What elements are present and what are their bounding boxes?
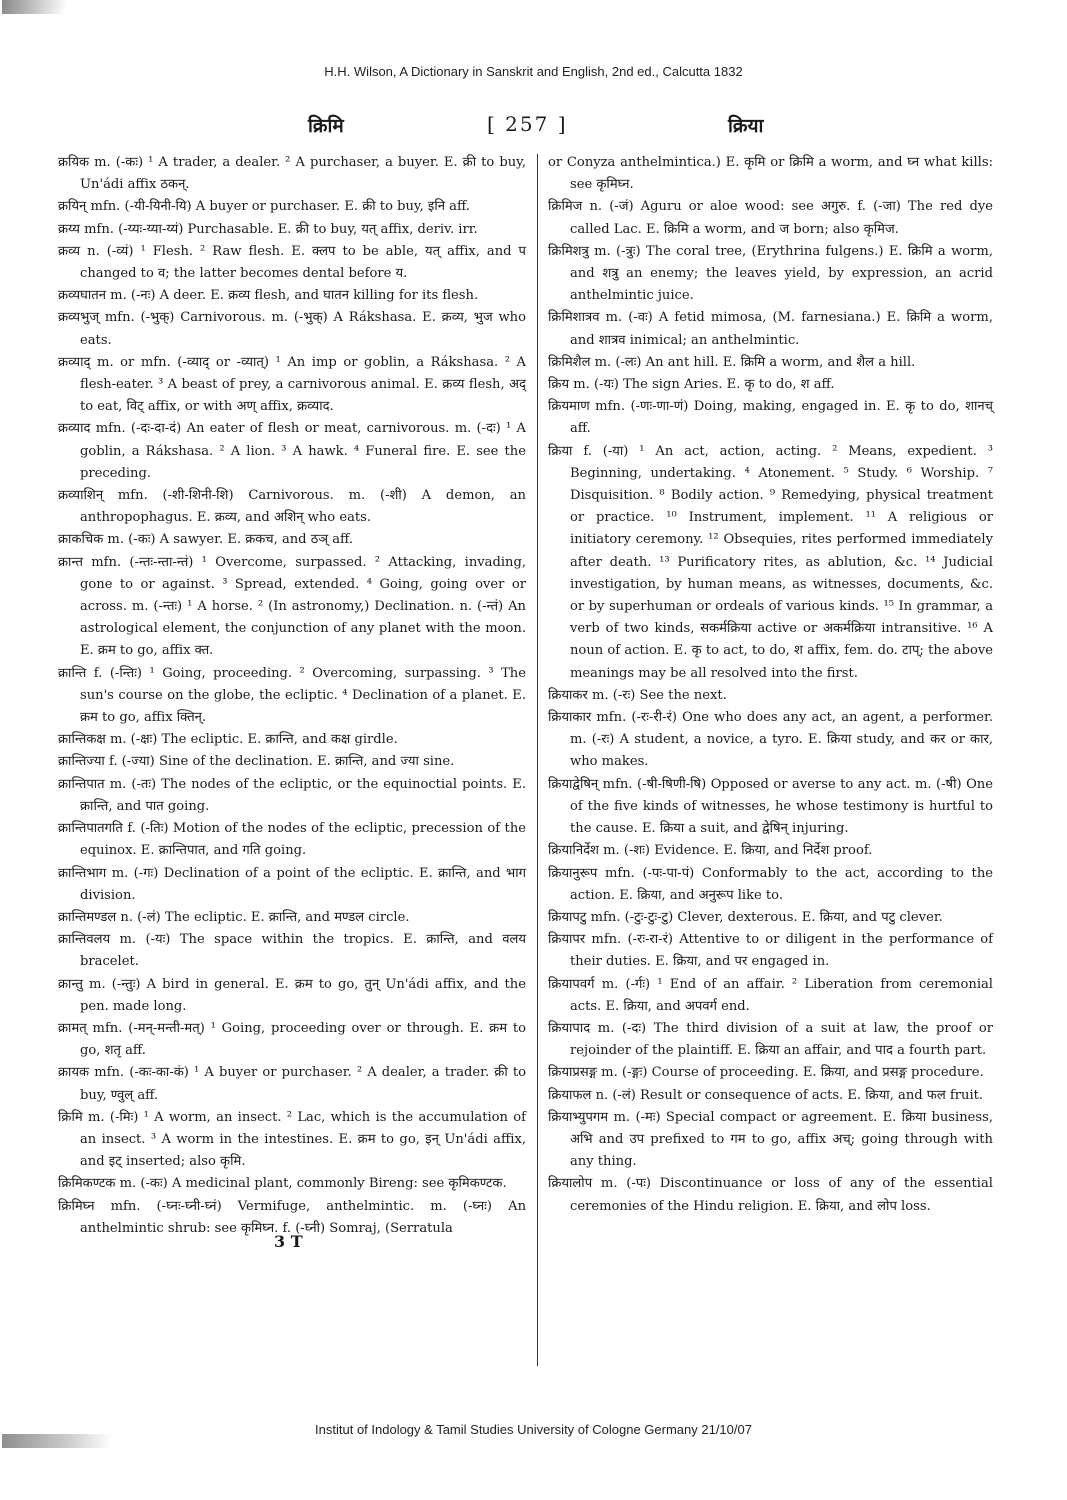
dictionary-entry: क्रियापवर्ग m. (-र्गः) ¹ End of an affair. ² Liberation from ceremonial acts. E. क्रिया, and अपवर्ग end. xyxy=(548,976,993,1014)
dictionary-entry: क्रान्ति f. (-न्तिः) ¹ Going, proceeding. ² Overcoming, surpassing. ³ The sun's course on the globe, the ecliptic. ⁴ Declination of a planet. E. क्रम to go, affix क्तिन्. xyxy=(58,665,526,726)
dictionary-entry: क्राकचिक m. (-कः) A sawyer. E. क्रकच, and ठञ् aff. xyxy=(58,532,354,548)
dictionary-entry: क्रामत् mfn. (-मन्-मन्ती-मत्) ¹ Going, proceeding over or through. E. क्रम to go, शतृ aff. xyxy=(58,1020,526,1059)
dictionary-entry: क्रियाकर m. (-रः) See the next. xyxy=(548,687,727,703)
dictionary-entry: क्रव्य n. (-व्यं) ¹ Flesh. ² Raw flesh. E. क्लप to be able, यत् affix, and प changed to व; the latter becomes dental before य. xyxy=(58,243,526,282)
right-column xyxy=(548,152,993,1218)
dictionary-entry: क्रान्तु m. (-न्तुः) A bird in general. E. क्रम to go, तुन् Un'ádi affix, and the pen. made long. xyxy=(58,976,526,1014)
dictionary-entry: क्रव्यभुज् mfn. (-भुक्) Carnivorous. m. (-भुक्) A Rákshasa. E. क्रव्य, भुज who eats. xyxy=(58,310,526,348)
dictionary-entry: क्रियाकार mfn. (-रः-री-रं) One who does any act, an agent, a performer. m. (-रः) A student, a novice, a tyro. E. क्रिया study, and कर or कार, who makes. xyxy=(548,710,993,770)
dictionary-entry: क्रियाफल n. (-लं) Result or consequence of acts. E. क्रिया, and फल fruit. xyxy=(548,1087,984,1103)
left-column xyxy=(58,152,526,1240)
right-running-head: क्रिया xyxy=(728,115,764,137)
dictionary-entry: क्रयिन् mfn. (-यी-यिनी-यि) A buyer or purchaser. E. क्री to buy, इनि aff. xyxy=(58,199,470,215)
dictionary-entry: क्रयिक m. (-कः) ¹ A trader, a dealer. ² A purchaser, a buyer. E. क्री to buy, Un'ádi affix ठकन्. xyxy=(58,155,526,193)
dictionary-entry: क्रिमिघ्न mfn. (-घ्नः-घ्नी-घ्नं) Vermifuge, anthelmintic. m. (-घ्नः) An anthelmintic shrub: see कृमिघ्न. f. (-घ्नी) Somraj, (Serratula xyxy=(58,1198,526,1236)
column-divider xyxy=(537,154,538,1366)
dictionary-entry: क्रियाभ्युपगम m. (-मः) Special compact or agreement. E. क्रिया business, अभि and उप prefixed to गम to go, affix अच्; going through with any thing. xyxy=(548,1109,993,1170)
dictionary-entry: क्रियालोप m. (-पः) Discontinuance or loss of any of the essential ceremonies of the Hindu religion. E. क्रिया, and लोप loss. xyxy=(548,1176,993,1214)
dictionary-entry: क्रिमिशैल m. (-लः) An ant hill. E. क्रिमि a worm, and शैल a hill. xyxy=(548,354,916,370)
dictionary-entry: क्रिमिकण्टक m. (-कः) A medicinal plant, commonly Bireng: see कृमिकण्टक. xyxy=(58,1176,507,1192)
dictionary-entry: क्रान्तिमण्डल n. (-लं) The ecliptic. E. क्रान्ति, and मण्डल circle. xyxy=(58,909,410,925)
dictionary-entry: क्रियमाण mfn. (-णः-णा-णं) Doing, making, engaged in. E. कृ to do, शानच् aff. xyxy=(548,399,993,437)
dictionary-entry: क्रव्यघातन m. (-नः) A deer. E. क्रव्य flesh, and घातन killing for its flesh. xyxy=(58,288,479,304)
dictionary-entry: क्रिमिशत्रु m. (-त्रुः) The coral tree, (Erythrina fulgens.) E. क्रिमि a worm, and शत्रु an enemy; the leaves yield, by expression, an acrid anthelmintic juice. xyxy=(548,243,993,304)
scan-edge-mark xyxy=(2,1434,112,1448)
page-number: [ 257 ] xyxy=(487,112,568,136)
dictionary-entry: क्रान्तिज्या f. (-ज्या) Sine of the declination. E. क्रान्ति, and ज्या sine. xyxy=(58,754,455,770)
dictionary-entry: क्रान्तिपात m. (-तः) The nodes of the ecliptic, or the equinoctial points. E. क्रान्ति, and पात going. xyxy=(58,776,526,814)
dictionary-entry: क्रिया f. (-या) ¹ An act, action, acting. ² Means, expedient. ³ Beginning, undertaking. ⁴ Atonement. ⁵ Study. ⁶ Worship. ⁷ Disquisition. ⁸ Bodily action. ⁹ Remedying, physical treatment or practice. ¹⁰ Instrument, implement. ¹¹ A religious or initiatory ceremony. ¹² Obsequies, rites performed immediately after death. ¹³ Purificatory rites, as ablution, &c. ¹⁴ Judicial investigation, by human means, as witnesses, documents, &c. or by superhuman or ordeals of various kinds. ¹⁵ In grammar, a verb of two kinds, सकर्मक्रिया active or अकर्मक्रिया intransitive. ¹⁶ A noun of action. E. कृ to act, to do, श affix, fem. do. टाप्; the above meanings may be all resolved into the first. xyxy=(548,443,993,681)
dictionary-entry: क्रिमिज n. (-जं) Aguru or aloe wood: see अगुरु. f. (-जा) The red dye called Lac. E. क्रिमि a worm, and ज born; also कृमिज. xyxy=(548,199,993,237)
source-header: H.H. Wilson, A Dictionary in Sanskrit and English, 2nd ed., Calcutta 1832 xyxy=(324,64,743,79)
dictionary-entry: क्रान्तिवलय m. (-यः) The space within the tropics. E. क्रान्ति, and वलय bracelet. xyxy=(58,932,526,970)
dictionary-entry: or Conyza anthelmintica.) E. कृमि or क्रिमि a worm, and घ्न what kills: see कृमिघ्न. xyxy=(548,155,993,193)
dictionary-entry: क्रियापटु mfn. (-टुः-टुः-टु) Clever, dexterous. E. क्रिया, and पटु clever. xyxy=(548,909,943,925)
dictionary-entry: क्रायक mfn. (-कः-का-कं) ¹ A buyer or purchaser. ² A dealer, a trader. क्री to buy, ण्वुल् aff. xyxy=(58,1065,526,1103)
dictionary-entry: क्रियानुरूप mfn. (-पः-पा-पं) Conformably to the act, according to the action. E. क्रिया, and अनुरूप like to. xyxy=(548,865,993,903)
dictionary-entry: क्रिमिशात्रव m. (-वः) A fetid mimosa, (M. farnesiana.) E. क्रिमि a worm, and शात्रव inimical; an anthelmintic. xyxy=(548,310,993,348)
footer-credit: Institut of Indology & Tamil Studies University of Cologne Germany 21/10/07 xyxy=(315,1422,752,1437)
dictionary-entry: क्रिय m. (-यः) The sign Aries. E. कृ to do, श aff. xyxy=(548,377,835,393)
dictionary-entry: क्रान्त mfn. (-न्तः-न्ता-न्तं) ¹ Overcome, surpassed. ² Attacking, invading, gone to or against. ³ Spread, extended. ⁴ Going, going over or across. m. (-न्तः) ¹ A horse. ² (In astronomy,) Declination. n. (-न्तं) An astrological element, the conjunction of any planet with the moon. E. क्रम to go, affix क्त. xyxy=(58,554,526,659)
dictionary-entry: क्रियानिर्देश m. (-शः) Evidence. E. क्रिया, and निर्देश proof. xyxy=(548,843,873,859)
dictionary-entry: क्रान्तिकक्ष m. (-क्षः) The ecliptic. E. क्रान्ति, and कक्ष girdle. xyxy=(58,732,398,748)
dictionary-entry: क्रव्याद mfn. (-दः-दा-दं) An eater of flesh or meat, carnivorous. m. (-दः) ¹ A goblin, a Rákshasa. ² A lion. ³ A hawk. ⁴ Funeral fire. E. see the preceding. xyxy=(58,421,526,481)
dictionary-entry: क्रव्याशिन् mfn. (-शी-शिनी-शि) Carnivorous. m. (-शी) A demon, an anthropophagus. E. क्रव्य, and अशिन् who eats. xyxy=(58,488,526,526)
dictionary-entry: क्रान्तिभाग m. (-गः) Declination of a point of the ecliptic. E. क्रान्ति, and भाग division. xyxy=(58,865,526,903)
dictionary-entry: क्रियाप्रसङ्ग m. (-ङ्गः) Course of proceeding. E. क्रिया, and प्रसङ्ग procedure. xyxy=(548,1065,984,1081)
dictionary-entry: क्रियापर mfn. (-रः-रा-रं) Attentive to or diligent in the performance of their duties. E. क्रिया, and पर engaged in. xyxy=(548,932,993,970)
dictionary-entry: क्रय्य mfn. (-य्यः-य्या-य्यं) Purchasable. E. क्री to buy, यत् affix, deriv. irr. xyxy=(58,221,478,237)
dictionary-entry: क्रान्तिपातगति f. (-तिः) Motion of the nodes of the ecliptic, precession of the equinox. E. क्रान्तिपात, and गति going. xyxy=(58,821,526,859)
scan-corner-mark xyxy=(2,0,66,14)
left-running-head: क्रिमि xyxy=(308,115,344,137)
signature-mark: 3 T xyxy=(274,1232,303,1251)
dictionary-entry: क्रियापाद m. (-दः) The third division of a suit at law, the proof or rejoinder of the plaintiff. E. क्रिया an affair, and पाद a fourth part. xyxy=(548,1020,993,1059)
dictionary-entry: क्रिमि m. (-मिः) ¹ A worm, an insect. ² Lac, which is the accumulation of an insect. ³ A worm in the intestines. E. क्रम to go, इन् Un'ádi affix, and इट् inserted; also कृमि. xyxy=(58,1109,526,1170)
dictionary-entry: क्रियाद्वेषिन् mfn. (-षी-षिणी-षि) Opposed or averse to any act. m. (-षी) One of the five kinds of witnesses, he whose testimony is hurtful to the cause. E. क्रिया a suit, and द्वेषिन् injuring. xyxy=(548,776,993,837)
dictionary-entry: क्रव्याद् m. or mfn. (-व्याद् or -व्यात्) ¹ An imp or goblin, a Rákshasa. ² A flesh-eater. ³ A beast of prey, a carnivorous animal. E. क्रव्य flesh, अद् to eat, विट् affix, or with अण् affix, क्रव्याद. xyxy=(58,354,526,415)
